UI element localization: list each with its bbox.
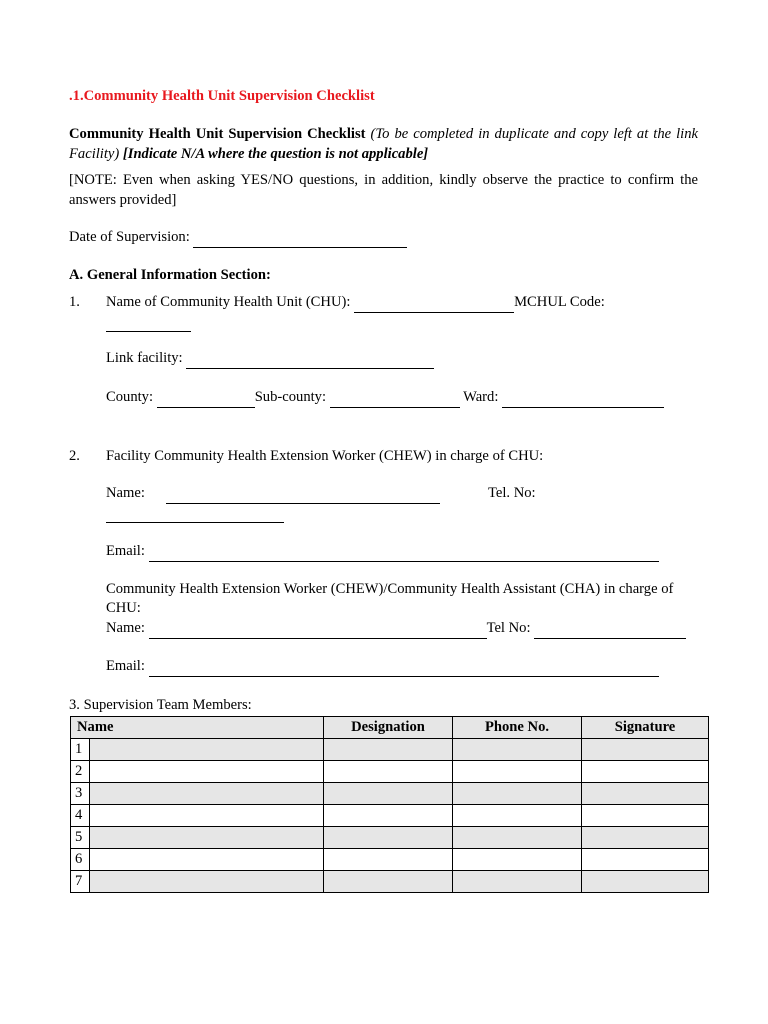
mchul-label: MCHUL Code: <box>514 294 605 310</box>
chu-name-line <box>106 293 605 313</box>
row-number: 6 <box>71 849 90 871</box>
ward-label: Ward: <box>463 389 499 405</box>
signature-cell[interactable] <box>582 849 709 871</box>
subcounty-field[interactable] <box>330 388 460 408</box>
chew-name-line <box>166 484 440 504</box>
phone-cell[interactable] <box>453 739 582 761</box>
chu-name-field[interactable] <box>354 293 514 313</box>
designation-cell[interactable] <box>324 739 453 761</box>
name-cell[interactable] <box>90 805 324 827</box>
header-designation: Designation <box>324 717 453 739</box>
note-paragraph: [NOTE: Even when asking YES/NO questions, in addition, kindly observe the practice to confirm the answers provided] <box>69 172 698 208</box>
county-label: County: <box>106 389 154 405</box>
cha-email-line <box>106 657 659 677</box>
table-row <box>71 849 709 871</box>
intro-bold: Community Health Unit Supervision Checklist <box>69 126 366 142</box>
designation-cell[interactable] <box>324 805 453 827</box>
table-row <box>71 827 709 849</box>
signature-cell[interactable] <box>582 739 709 761</box>
intro-bold-italic: [Indicate N/A where the question is not applicable] <box>122 146 429 162</box>
table-row <box>71 783 709 805</box>
subcounty-label: Sub-county: <box>254 389 327 405</box>
row-number: 5 <box>71 827 90 849</box>
chew-name-field[interactable] <box>166 484 440 504</box>
table-row <box>71 805 709 827</box>
cha-email-label: Email: <box>106 658 145 674</box>
designation-cell[interactable] <box>324 871 453 893</box>
name-cell[interactable] <box>90 827 324 849</box>
cha-name-field[interactable] <box>149 619 487 639</box>
cha-tel-field[interactable] <box>534 619 686 639</box>
chew-name-label: Name: <box>106 485 145 501</box>
q2-text: Facility Community Health Extension Worker (CHEW) in charge of CHU: <box>106 448 544 464</box>
section-a-heading: A. General Information Section: <box>69 267 271 283</box>
intro-italic: (To be completed in duplicate and copy left at the link Facility) <box>69 126 699 162</box>
signature-cell[interactable] <box>582 761 709 783</box>
table-row <box>71 761 709 783</box>
date-field[interactable] <box>193 228 407 248</box>
link-facility-label: Link facility: <box>106 350 183 366</box>
q2-number: 2. <box>69 448 80 464</box>
mchul-line <box>106 312 191 332</box>
cha-name-line <box>106 619 686 639</box>
signature-cell[interactable] <box>582 783 709 805</box>
chew-tel-label: Tel. No: <box>488 485 536 501</box>
date-label: Date of Supervision: <box>69 229 190 245</box>
ward-field[interactable] <box>502 388 664 408</box>
phone-cell[interactable] <box>453 783 582 805</box>
section-heading: .1.Community Health Unit Supervision Checklist <box>69 88 375 104</box>
header-name: Name <box>71 717 324 739</box>
designation-cell[interactable] <box>324 827 453 849</box>
name-cell[interactable] <box>90 783 324 805</box>
name-cell[interactable] <box>90 739 324 761</box>
cha-email-field[interactable] <box>149 657 659 677</box>
q1-number: 1. <box>69 294 80 310</box>
phone-cell[interactable] <box>453 849 582 871</box>
name-cell[interactable] <box>90 849 324 871</box>
designation-cell[interactable] <box>324 783 453 805</box>
chu-name-label: Name of Community Health Unit (CHU): <box>106 294 351 310</box>
row-number: 4 <box>71 805 90 827</box>
signature-cell[interactable] <box>582 805 709 827</box>
phone-cell[interactable] <box>453 871 582 893</box>
chew-email-label: Email: <box>106 543 145 559</box>
chew-tel-line <box>106 503 284 523</box>
supervision-team-table <box>70 716 709 893</box>
row-number: 3 <box>71 783 90 805</box>
date-line <box>69 228 407 248</box>
chew-email-line <box>106 542 659 562</box>
chew-email-field[interactable] <box>149 542 659 562</box>
location-line <box>106 388 664 408</box>
signature-cell[interactable] <box>582 871 709 893</box>
table-row <box>71 871 709 893</box>
link-facility-field[interactable] <box>186 349 434 369</box>
phone-cell[interactable] <box>453 805 582 827</box>
mchul-field[interactable] <box>106 312 191 332</box>
designation-cell[interactable] <box>324 761 453 783</box>
link-facility-line <box>106 349 434 369</box>
chew-tel-field[interactable] <box>106 503 284 523</box>
signature-cell[interactable] <box>582 827 709 849</box>
intro-paragraph <box>69 124 698 164</box>
table-row <box>71 739 709 761</box>
phone-cell[interactable] <box>453 827 582 849</box>
county-field[interactable] <box>157 388 255 408</box>
name-cell[interactable] <box>90 761 324 783</box>
row-number: 2 <box>71 761 90 783</box>
cha-name-label: Name: <box>106 620 145 636</box>
table-header-row <box>71 717 709 739</box>
header-signature: Signature <box>582 717 709 739</box>
row-number: 1 <box>71 739 90 761</box>
designation-cell[interactable] <box>324 849 453 871</box>
cha-tel-label: Tel No: <box>486 620 531 636</box>
name-cell[interactable] <box>90 871 324 893</box>
q3-label: 3. Supervision Team Members: <box>69 697 252 713</box>
phone-cell[interactable] <box>453 761 582 783</box>
cha-text: Community Health Extension Worker (CHEW)/Community Health Assistant (CHA) in charge of CHU: <box>106 581 674 616</box>
row-number: 7 <box>71 871 90 893</box>
header-phone: Phone No. <box>453 717 582 739</box>
